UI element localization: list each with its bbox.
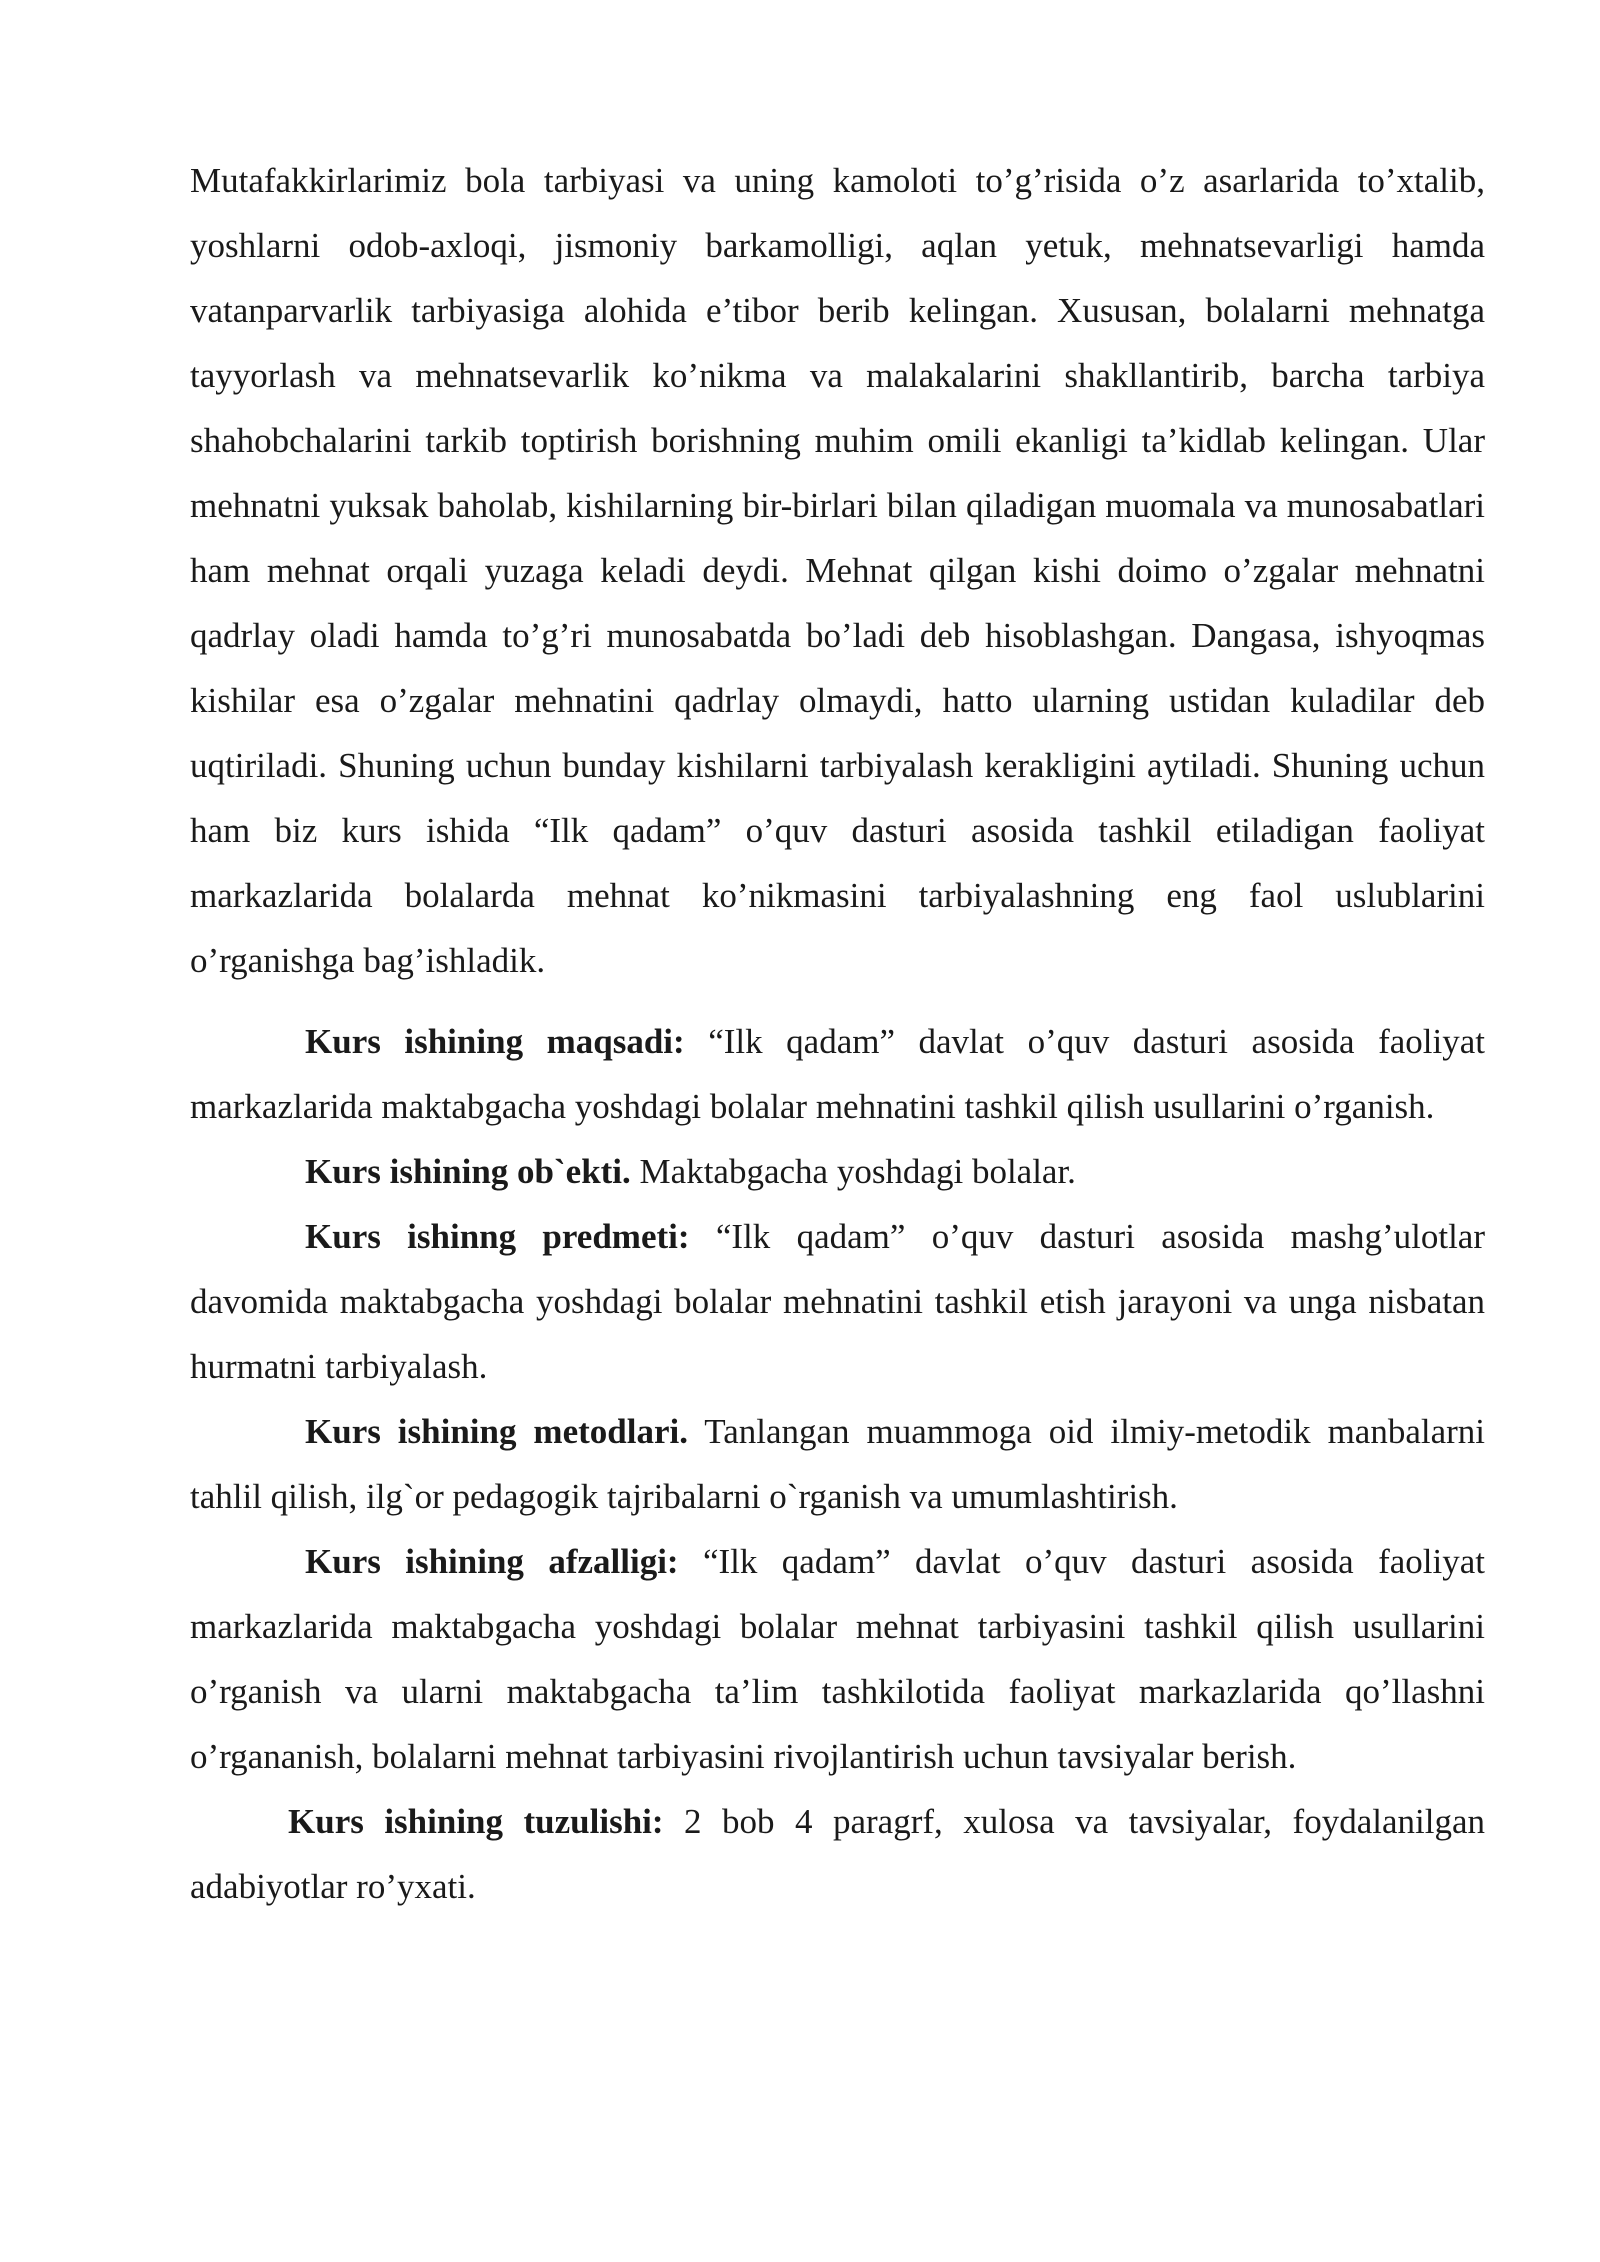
section-advantage-text: “Ilk qadam” davlat o’quv dasturi asosida faoliyat markazlarida maktabgacha yoshdagi bolalar mehnat tarbiyasini tashkil qilish usullarini o’rganish va ularni maktabgacha ta’lim tashkilotida faoliyat markazlarida qo’llashni o’rgananish, bolalarni mehnat tarbiyasini rivojlantirish uchun tavsiyalar berish. bbox=[190, 1542, 1485, 1776]
section-structure-label: Kurs ishining tuzulishi: bbox=[288, 1802, 664, 1841]
section-advantage bbox=[190, 1529, 1485, 1789]
section-structure bbox=[190, 1789, 1485, 1919]
intro-paragraph: Mutafakkirlarimiz bola tarbiyasi va uning kamoloti to’g’risida o’z asarlarida to’xtalib, yoshlarni odob-axloqi, jismoniy barkamolligi, aqlan yetuk, mehnatsevarligi hamda vatanparvarlik tarbiyasiga alohida e’tibor berib kelingan. Xususan, bolalarni mehnatga tayyorlash va mehnatsevarlik ko’nikma va malakalarini shakllantirib, barcha tarbiya shahobchalarini tarkib toptirish borishning muhim omili ekanligi ta’kidlab kelingan. Ular mehnatni yuksak baholab, kishilarning bir-birlari bilan qiladigan muomala va munosabatlari ham mehnat orqali yuzaga keladi deydi. Mehnat qilgan kishi doimo o’zgalar mehnatni qadrlay oladi hamda to’g’ri munosabatda bo’ladi deb hisoblashgan. Dangasa, ishyoqmas kishilar esa o’zgalar mehnatini qadrlay olmaydi, hatto ularning ustidan kuladilar deb uqtiriladi. Shuning uchun bunday kishilarni tarbiyalash kerakligini aytiladi. Shuning uchun ham biz kurs ishida “Ilk qadam” o’quv dasturi asosida tashkil etiladigan faoliyat markazlarida bolalarda mehnat ko’nikmasini tarbiyalashning eng faol uslublarini o’rganishga bag’ishladik. bbox=[190, 161, 1485, 980]
document-page bbox=[190, 148, 1485, 1919]
section-object bbox=[190, 1139, 1485, 1204]
section-structure-text: 2 bob 4 paragrf, xulosa va tavsiyalar, foydalanilgan adabiyotlar ro’yxati. bbox=[190, 1802, 1485, 1906]
section-object-text: Maktabgacha yoshdagi bolalar. bbox=[630, 1152, 1076, 1191]
section-goal bbox=[190, 1009, 1485, 1139]
section-advantage-label: Kurs ishining afzalligi: bbox=[305, 1542, 679, 1581]
section-subject-text: “Ilk qadam” o’quv dasturi asosida mashg’ulotlar davomida maktabgacha yoshdagi bolalar mehnatini tashkil etish jarayoni va unga nisbatan hurmatni tarbiyalash. bbox=[190, 1217, 1485, 1386]
section-methods-text: Tanlangan muammoga oid ilmiy-metodik manbalarni tahlil qilish, ilg`or pedagogik tajribalarni o`rganish va umumlashtirish. bbox=[190, 1412, 1486, 1516]
section-subject bbox=[190, 1204, 1485, 1399]
section-goal-text: “Ilk qadam” davlat o’quv dasturi asosida faoliyat markazlarida maktabgacha yoshdagi bolalar mehnatini tashkil qilish usullarini o’rganish. bbox=[190, 1022, 1485, 1126]
section-methods-label: Kurs ishining metodlari. bbox=[305, 1412, 688, 1451]
section-goal-label: Kurs ishining maqsadi: bbox=[305, 1022, 685, 1061]
section-subject-label: Kurs ishinng predmeti: bbox=[305, 1217, 690, 1256]
section-methods bbox=[190, 1399, 1485, 1529]
section-object-label: Kurs ishining ob`ekti. bbox=[305, 1152, 631, 1191]
